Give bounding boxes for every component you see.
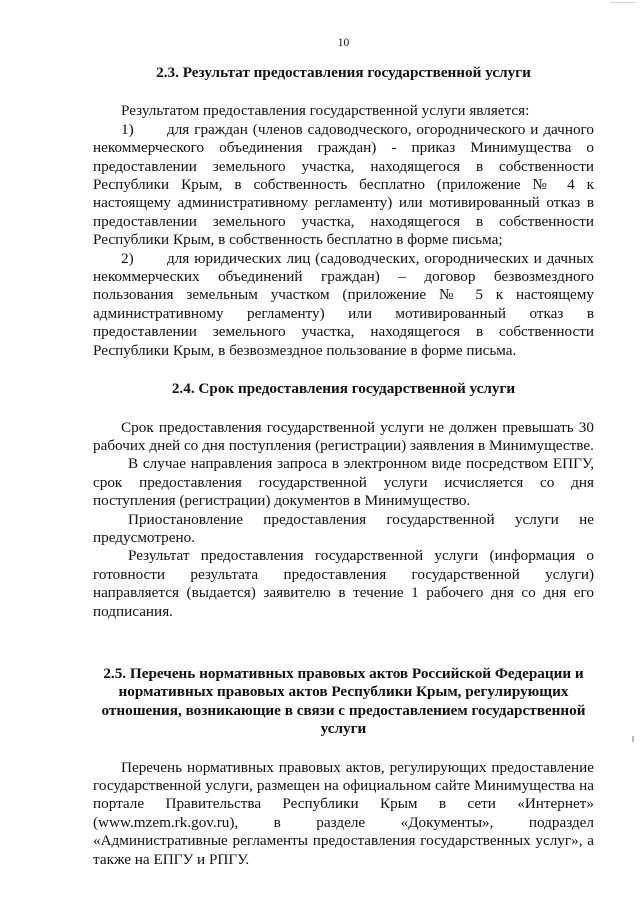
scan-artifact-side <box>632 736 634 742</box>
paragraph: В случае направления запроса в электронном виде посредством ЕПГУ, срок предоставления государственной услуги исчисляется со дня поступления (регистрации) документов в Минимущество. <box>93 455 594 510</box>
paragraph: Приостановление предоставления государственной услуги не предусмотрено. <box>93 510 594 546</box>
paragraph: Результат предоставления государственной услуги (информация о готовности результата предоставления государственной услуги) направляется (выдается) заявителю в течение 1 рабочего дня со дня его подписания. <box>93 547 594 620</box>
list-item-number: 2) <box>121 249 134 267</box>
section-heading: 2.3. Результат предоставления государственной услуги <box>156 64 531 81</box>
section-2-5 <box>93 665 594 869</box>
section-2-4 <box>93 380 594 621</box>
section-heading: 2.4. Срок предоставления государственной услуги <box>171 380 516 398</box>
list-item-text: для граждан (членов садоводческого, огороднического и дачного некоммерческого объединения граждан) - приказ Минимущества о предоставлении земельного участка, находящегося в собственности Республики Крым, в собственность бесплатно (приложение № 4 к настоящему административному регламенту) или мотивированный отказ в предоставлении земельного участка, находящегося в собственности Республики Крым, в собственность бесплатно в форме письма; <box>93 120 594 249</box>
paragraph: Срок предоставления государственной услуги не должен превышать 30 рабочих дней со дня поступления (регистрации) заявления в Минимуществе. <box>93 418 594 454</box>
scan-artifact-top <box>610 2 636 3</box>
list-item <box>93 121 594 250</box>
list-item-number: 1) <box>121 120 134 138</box>
list-item-text: для юридических лиц (садоводческих, огороднических и дачных некоммерческих объединений граждан) – договор безвозмездного пользования земельным участком (приложение № 5 к настоящему административному регламенту) или мотивированный отказ в предоставлении земельного участка, находящегося в собственности Республики Крым, в безвозмездное пользование в форме письма. <box>93 249 594 359</box>
list-item <box>93 250 594 360</box>
page-number: 10 <box>337 37 350 49</box>
section-2-3 <box>93 64 594 360</box>
section-intro: Результатом предоставления государственной услуги является: <box>121 102 530 120</box>
paragraph: Перечень нормативных правовых актов, регулирующих предоставление государственной услуги, размещен на официальном сайте Минимущества на портале Правительства Республики Крым в сети «Интернет» (www.mzem.rk.gov.ru), в разделе «Документы», подраздел «Административные регламенты предоставления государственных услуг», а также на ЕПГУ и РПГУ. <box>93 758 594 868</box>
section-heading: 2.5. Перечень нормативных правовых актов Российской Федерации и нормативных правовых актов Республики Крым, регулирующих отношения, возникающие в связи с предоставлением государственной услуги <box>101 664 586 738</box>
